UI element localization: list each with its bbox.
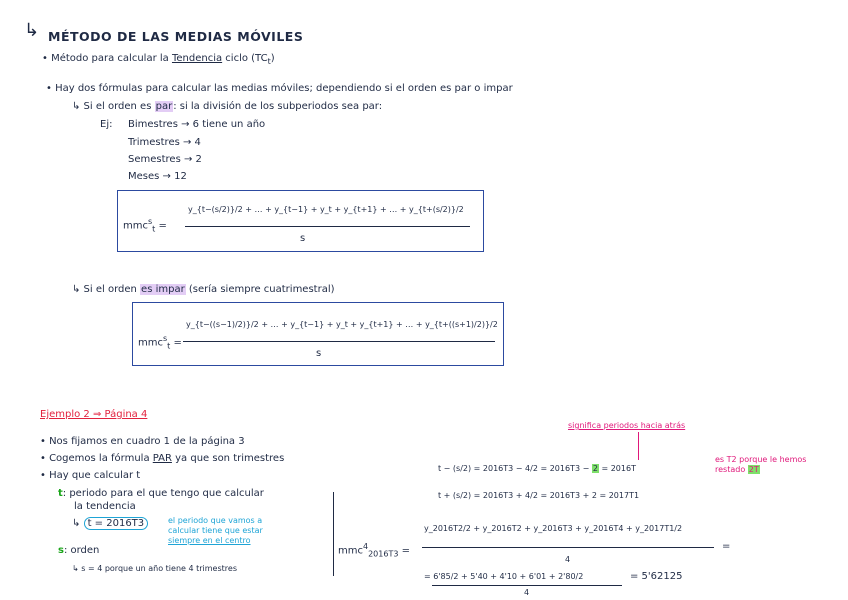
annotation-t2: es T2 porque le hemos xyxy=(715,455,807,464)
formula1-numerator: y_{t−(s/2)}/2 + … + y_{t−1} + y_t + y_{t+1} + … + y_{t+(s/2)}/2 xyxy=(188,205,464,214)
t-note: siempre en el centro xyxy=(168,536,251,545)
annotation-t2-cont: restado 2T xyxy=(715,465,759,474)
formula2-lhs: mmc$^s_t$ = xyxy=(138,334,182,351)
substituted-denominator: 4 xyxy=(524,588,530,597)
formula1-fraction-bar xyxy=(185,226,470,227)
example-item: Bimestres → 6 tiene un año xyxy=(128,119,266,130)
annotation-arrow xyxy=(638,432,639,460)
formula1-denominator: s xyxy=(300,233,306,244)
mmc-fraction-bar xyxy=(422,547,714,548)
final-result: = 5'62125 xyxy=(630,571,683,582)
intro-line: • Hay dos fórmulas para calcular las medias móviles; dependiendo si el orden es par o impar xyxy=(46,83,513,94)
lower-bound-equation: t − (s/2) = 2016T3 − 4/2 = 2016T3 − 2 = 2016T xyxy=(438,464,636,473)
formula1-lhs: mmc$^s_t$ = xyxy=(123,217,167,234)
example-title: Ejemplo 2 ⇒ Página 4 xyxy=(40,409,148,420)
t-value-line: ↳ t = 2016T3 xyxy=(72,517,148,531)
impar-line: ↳ Si el orden es impar (sería siempre cuatrimestral) xyxy=(72,284,335,295)
example-item: Semestres → 2 xyxy=(128,154,202,165)
t-definition-cont: la tendencia xyxy=(74,501,136,512)
annotation-backward: significa periodos hacia atrás xyxy=(568,421,686,430)
substituted-numerator: = 6'85/2 + 5'40 + 4'10 + 6'01 + 2'80/2 xyxy=(424,572,584,581)
t-note: el periodo que vamos a xyxy=(168,516,263,525)
mmc-denominator: 4 xyxy=(565,555,571,564)
t-definition: t: periodo para el que tengo que calcular xyxy=(58,488,264,499)
formula2-fraction-bar xyxy=(183,341,495,342)
mmc-numerator: y_2016T2/2 + y_2016T2 + y_2016T3 + y_2016T4 + y_2017T1/2 xyxy=(424,524,683,533)
par-line: ↳ Si el orden es par: si la división de los subperiodos sea par: xyxy=(72,101,383,112)
mmc-lhs: mmc$^4_{2016T3}$ = xyxy=(338,542,410,559)
mmc-equals: = xyxy=(722,541,731,552)
brace-line xyxy=(333,492,334,576)
example-bullet: • Cogemos la fórmula PAR ya que son trimestres xyxy=(40,453,285,464)
formula2-numerator: y_{t−((s−1)/2)}/2 + … + y_{t−1} + y_t + y_{t+1} + … + y_{t+((s+1)/2)}/2 xyxy=(186,320,498,329)
s-definition: s: orden xyxy=(58,545,100,556)
s-value-line: ↳ s = 4 porque un año tiene 4 trimestres xyxy=(72,564,237,573)
upper-bound-equation: t + (s/2) = 2016T3 + 4/2 = 2016T3 + 2 = 2017T1 xyxy=(438,491,640,500)
title-arrow-icon: ↳ xyxy=(24,20,40,41)
example-item: Trimestres → 4 xyxy=(128,137,201,148)
example-item: Meses → 12 xyxy=(128,171,187,182)
example-bullet: • Hay que calcular t xyxy=(40,470,141,481)
definition-line: • Método para calcular la Tendencia ciclo $(TC_t)$ xyxy=(42,53,275,66)
example-label: Ej: xyxy=(100,119,113,130)
page-title: MÉTODO DE LAS MEDIAS MÓVILES xyxy=(48,29,304,44)
formula2-denominator: s xyxy=(316,348,322,359)
t-note: calcular tiene que estar xyxy=(168,526,263,535)
example-bullet: • Nos fijamos en cuadro 1 de la página 3 xyxy=(40,436,245,447)
